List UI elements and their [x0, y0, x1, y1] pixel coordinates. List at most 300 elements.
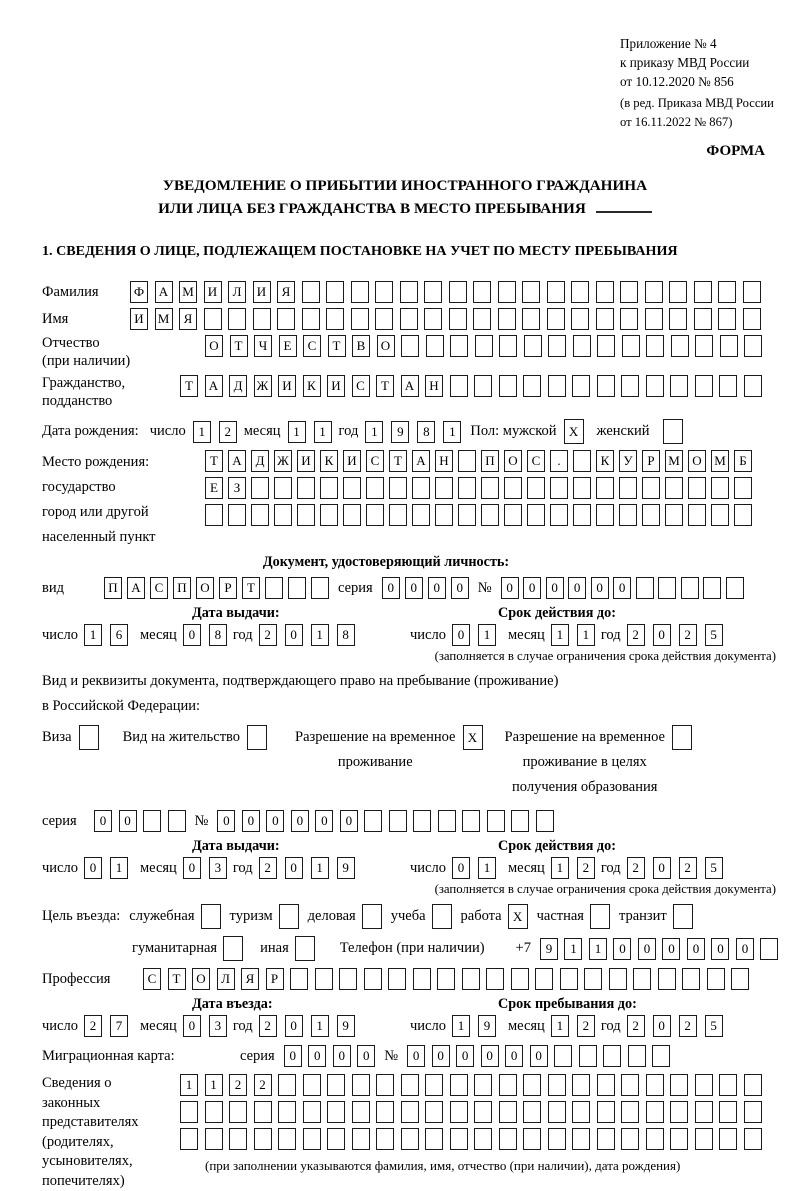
profession-cell[interactable]: С	[143, 968, 161, 990]
birth-place-cell[interactable]: П	[481, 450, 499, 472]
residence-valid-year-cell[interactable]: 2	[679, 857, 697, 879]
phone-digit-cell[interactable]: 1	[564, 938, 582, 960]
issue-year-cell[interactable]: 2	[259, 624, 277, 646]
birth-place-cell[interactable]	[412, 504, 430, 526]
guardian-cell[interactable]	[621, 1074, 639, 1096]
phone-digit-cell[interactable]	[760, 938, 778, 960]
patronymic-cell[interactable]	[622, 335, 640, 357]
birth-place-cell[interactable]: Т	[389, 450, 407, 472]
stay-year-cell[interactable]: 5	[705, 1015, 723, 1037]
residence-valid-year-cell[interactable]: 0	[653, 857, 671, 879]
given-name-cell[interactable]	[718, 308, 736, 330]
residence-issue-year-cell[interactable]: 1	[311, 857, 329, 879]
birth-place-cell[interactable]	[504, 477, 522, 499]
guardian-cell[interactable]	[744, 1074, 762, 1096]
birth-month-cell[interactable]: 1	[288, 421, 306, 443]
profession-cell[interactable]	[535, 968, 553, 990]
birth-place-cell[interactable]: А	[228, 450, 246, 472]
guardian-cell[interactable]	[744, 1101, 762, 1123]
profession-cell[interactable]	[560, 968, 578, 990]
patronymic-cell[interactable]: О	[205, 335, 223, 357]
birth-place-cell[interactable]	[481, 477, 499, 499]
birth-place-cell[interactable]	[527, 477, 545, 499]
surname-cell[interactable]: Я	[277, 281, 295, 303]
visa-checkbox[interactable]	[79, 725, 99, 750]
phone-digit-cell[interactable]: 0	[736, 938, 754, 960]
birth-place-cell[interactable]	[734, 477, 752, 499]
residence-series-cell[interactable]	[168, 810, 186, 832]
valid-year-cell[interactable]: 2	[679, 624, 697, 646]
guardian-cell[interactable]	[523, 1074, 541, 1096]
migration-number-cell[interactable]: 0	[456, 1045, 474, 1067]
residence-valid-month-cell[interactable]: 2	[577, 857, 595, 879]
patronymic-cell[interactable]	[671, 335, 689, 357]
residence-number-cell[interactable]: 0	[340, 810, 358, 832]
phone-digit-cell[interactable]: 9	[540, 938, 558, 960]
given-name-cell[interactable]	[449, 308, 467, 330]
surname-cell[interactable]	[375, 281, 393, 303]
citizenship-cell[interactable]	[572, 375, 590, 397]
purpose-official-checkbox[interactable]	[201, 904, 221, 929]
doc-series-cell[interactable]: 0	[382, 577, 400, 599]
residence-series-cell[interactable]: 0	[119, 810, 137, 832]
citizenship-cell[interactable]: А	[401, 375, 419, 397]
profession-cell[interactable]	[731, 968, 749, 990]
birth-place-cell[interactable]	[665, 477, 683, 499]
profession-cell[interactable]	[609, 968, 627, 990]
birth-place-cell[interactable]	[320, 477, 338, 499]
birth-place-cell[interactable]	[550, 477, 568, 499]
stay-month-cell[interactable]: 1	[551, 1015, 569, 1037]
guardian-cell[interactable]	[572, 1128, 590, 1150]
guardian-cell[interactable]	[450, 1128, 468, 1150]
guardian-cell[interactable]	[621, 1128, 639, 1150]
guardian-cell[interactable]	[425, 1101, 443, 1123]
residence-issue-year-cell[interactable]: 2	[259, 857, 277, 879]
entry-day-cell[interactable]: 7	[110, 1015, 128, 1037]
issue-month-cell[interactable]: 8	[209, 624, 227, 646]
profession-cell[interactable]	[511, 968, 529, 990]
purpose-study-checkbox[interactable]	[432, 904, 452, 929]
guardian-cell[interactable]	[401, 1074, 419, 1096]
guardian-cell[interactable]	[425, 1128, 443, 1150]
guardian-cell[interactable]	[523, 1101, 541, 1123]
patronymic-cell[interactable]	[475, 335, 493, 357]
doc-series-cell[interactable]: 0	[428, 577, 446, 599]
birth-place-cell[interactable]: Е	[205, 477, 223, 499]
entry-year-cell[interactable]: 9	[337, 1015, 355, 1037]
migration-number-cell[interactable]	[628, 1045, 646, 1067]
birth-place-cell[interactable]	[251, 504, 269, 526]
edu-residence-checkbox[interactable]	[672, 725, 692, 750]
residence-number-cell[interactable]: 0	[242, 810, 260, 832]
residence-valid-year-cell[interactable]: 2	[627, 857, 645, 879]
patronymic-cell[interactable]	[646, 335, 664, 357]
patronymic-cell[interactable]	[401, 335, 419, 357]
doc-number-cell[interactable]	[636, 577, 654, 599]
profession-cell[interactable]	[633, 968, 651, 990]
doc-kind-cell[interactable]: П	[173, 577, 191, 599]
guardian-cell[interactable]	[401, 1101, 419, 1123]
citizenship-cell[interactable]: Д	[229, 375, 247, 397]
purpose-tourism-checkbox[interactable]	[279, 904, 299, 929]
patronymic-cell[interactable]: О	[377, 335, 395, 357]
citizenship-cell[interactable]	[523, 375, 541, 397]
given-name-cell[interactable]	[302, 308, 320, 330]
phone-digit-cell[interactable]: 0	[638, 938, 656, 960]
birth-place-cell[interactable]: Н	[435, 450, 453, 472]
citizenship-cell[interactable]	[621, 375, 639, 397]
patronymic-cell[interactable]	[548, 335, 566, 357]
surname-cell[interactable]: М	[179, 281, 197, 303]
residence-number-cell[interactable]	[536, 810, 554, 832]
given-name-cell[interactable]	[694, 308, 712, 330]
surname-cell[interactable]	[522, 281, 540, 303]
entry-year-cell[interactable]: 1	[311, 1015, 329, 1037]
birth-place-cell[interactable]	[688, 504, 706, 526]
patronymic-cell[interactable]	[573, 335, 591, 357]
birth-year-cell[interactable]: 9	[391, 421, 409, 443]
given-name-cell[interactable]	[743, 308, 761, 330]
profession-cell[interactable]	[437, 968, 455, 990]
doc-series-cell[interactable]: 0	[405, 577, 423, 599]
guardian-cell[interactable]	[303, 1128, 321, 1150]
birth-place-cell[interactable]: И	[297, 450, 315, 472]
profession-cell[interactable]: Л	[217, 968, 235, 990]
purpose-private-checkbox[interactable]	[590, 904, 610, 929]
surname-cell[interactable]: Ф	[130, 281, 148, 303]
doc-number-cell[interactable]: 0	[501, 577, 519, 599]
doc-number-cell[interactable]: 0	[613, 577, 631, 599]
residence-valid-day-cell[interactable]: 0	[452, 857, 470, 879]
doc-kind-cell[interactable]: П	[104, 577, 122, 599]
stay-year-cell[interactable]: 2	[627, 1015, 645, 1037]
guardian-cell[interactable]	[499, 1128, 517, 1150]
issue-day-cell[interactable]: 6	[110, 624, 128, 646]
birth-place-cell[interactable]	[619, 504, 637, 526]
guardian-cell[interactable]	[229, 1101, 247, 1123]
citizenship-cell[interactable]: И	[278, 375, 296, 397]
stay-year-cell[interactable]: 2	[679, 1015, 697, 1037]
birth-place-cell[interactable]	[343, 477, 361, 499]
migration-number-cell[interactable]: 0	[407, 1045, 425, 1067]
patronymic-cell[interactable]: Т	[230, 335, 248, 357]
surname-cell[interactable]	[645, 281, 663, 303]
given-name-cell[interactable]: М	[155, 308, 173, 330]
surname-cell[interactable]	[302, 281, 320, 303]
valid-month-cell[interactable]: 1	[577, 624, 595, 646]
guardian-cell[interactable]	[180, 1128, 198, 1150]
surname-cell[interactable]	[571, 281, 589, 303]
profession-cell[interactable]	[707, 968, 725, 990]
birth-place-cell[interactable]	[596, 477, 614, 499]
guardian-cell[interactable]	[597, 1074, 615, 1096]
patronymic-cell[interactable]	[426, 335, 444, 357]
doc-series-cell[interactable]: 0	[451, 577, 469, 599]
citizenship-cell[interactable]	[499, 375, 517, 397]
residence-issue-month-cell[interactable]: 3	[209, 857, 227, 879]
citizenship-cell[interactable]: А	[205, 375, 223, 397]
migration-number-cell[interactable]	[603, 1045, 621, 1067]
guardian-cell[interactable]	[474, 1128, 492, 1150]
birth-place-cell[interactable]	[573, 504, 591, 526]
surname-cell[interactable]	[596, 281, 614, 303]
residence-issue-day-cell[interactable]: 0	[84, 857, 102, 879]
guardian-cell[interactable]	[180, 1101, 198, 1123]
valid-day-cell[interactable]: 0	[452, 624, 470, 646]
birth-place-cell[interactable]	[320, 504, 338, 526]
guardian-cell[interactable]	[376, 1128, 394, 1150]
birth-place-cell[interactable]	[366, 477, 384, 499]
temp-residence-checkbox[interactable]: X	[463, 725, 483, 750]
surname-cell[interactable]: И	[253, 281, 271, 303]
doc-number-cell[interactable]	[726, 577, 744, 599]
birth-place-cell[interactable]: Б	[734, 450, 752, 472]
doc-kind-cell[interactable]: Р	[219, 577, 237, 599]
doc-kind-cell[interactable]: С	[150, 577, 168, 599]
citizenship-cell[interactable]: Н	[425, 375, 443, 397]
surname-cell[interactable]	[326, 281, 344, 303]
guardian-cell[interactable]	[744, 1128, 762, 1150]
residence-valid-day-cell[interactable]: 1	[478, 857, 496, 879]
issue-year-cell[interactable]: 8	[337, 624, 355, 646]
purpose-humanitarian-checkbox[interactable]	[223, 936, 243, 961]
guardian-cell[interactable]	[572, 1101, 590, 1123]
guardian-cell[interactable]	[499, 1101, 517, 1123]
stay-day-cell[interactable]: 9	[478, 1015, 496, 1037]
migration-number-cell[interactable]: 0	[481, 1045, 499, 1067]
given-name-cell[interactable]	[522, 308, 540, 330]
birth-place-cell[interactable]	[734, 504, 752, 526]
surname-cell[interactable]	[547, 281, 565, 303]
guardian-cell[interactable]	[278, 1101, 296, 1123]
residence-issue-year-cell[interactable]: 0	[285, 857, 303, 879]
doc-number-cell[interactable]: 0	[568, 577, 586, 599]
birth-place-cell[interactable]	[435, 504, 453, 526]
guardian-cell[interactable]	[254, 1101, 272, 1123]
residence-valid-year-cell[interactable]: 5	[705, 857, 723, 879]
citizenship-cell[interactable]	[474, 375, 492, 397]
doc-kind-cell[interactable]	[288, 577, 306, 599]
residence-number-cell[interactable]: 0	[315, 810, 333, 832]
issue-year-cell[interactable]: 1	[311, 624, 329, 646]
guardian-cell[interactable]	[646, 1101, 664, 1123]
migration-series-cell[interactable]: 0	[333, 1045, 351, 1067]
guardian-cell[interactable]	[646, 1074, 664, 1096]
migration-number-cell[interactable]: 0	[530, 1045, 548, 1067]
valid-year-cell[interactable]: 0	[653, 624, 671, 646]
citizenship-cell[interactable]: Т	[376, 375, 394, 397]
birth-place-cell[interactable]: К	[596, 450, 614, 472]
profession-cell[interactable]: Р	[266, 968, 284, 990]
patronymic-cell[interactable]: В	[352, 335, 370, 357]
guardian-cell[interactable]	[376, 1101, 394, 1123]
birth-place-cell[interactable]	[297, 504, 315, 526]
surname-cell[interactable]	[498, 281, 516, 303]
guardian-cell[interactable]: 2	[254, 1074, 272, 1096]
guardian-cell[interactable]	[327, 1074, 345, 1096]
stay-month-cell[interactable]: 2	[577, 1015, 595, 1037]
birth-place-cell[interactable]	[274, 477, 292, 499]
birth-place-cell[interactable]: М	[711, 450, 729, 472]
surname-cell[interactable]	[449, 281, 467, 303]
birth-place-cell[interactable]	[596, 504, 614, 526]
citizenship-cell[interactable]: Ж	[254, 375, 272, 397]
birth-place-cell[interactable]: И	[343, 450, 361, 472]
residence-issue-day-cell[interactable]: 1	[110, 857, 128, 879]
female-checkbox[interactable]	[663, 419, 683, 444]
residence-valid-month-cell[interactable]: 1	[551, 857, 569, 879]
patronymic-cell[interactable]	[524, 335, 542, 357]
birth-place-cell[interactable]	[412, 477, 430, 499]
profession-cell[interactable]	[315, 968, 333, 990]
given-name-cell[interactable]	[277, 308, 295, 330]
guardian-cell[interactable]	[327, 1101, 345, 1123]
guardian-cell[interactable]: 1	[180, 1074, 198, 1096]
doc-kind-cell[interactable]: А	[127, 577, 145, 599]
profession-cell[interactable]	[658, 968, 676, 990]
residence-number-cell[interactable]	[511, 810, 529, 832]
doc-number-cell[interactable]	[703, 577, 721, 599]
birth-place-cell[interactable]: .	[550, 450, 568, 472]
valid-year-cell[interactable]: 2	[627, 624, 645, 646]
guardian-cell[interactable]	[303, 1074, 321, 1096]
surname-cell[interactable]: А	[155, 281, 173, 303]
guardian-cell[interactable]	[229, 1128, 247, 1150]
birth-place-cell[interactable]	[389, 504, 407, 526]
residence-number-cell[interactable]	[462, 810, 480, 832]
guardian-cell[interactable]	[327, 1128, 345, 1150]
guardian-cell[interactable]	[205, 1101, 223, 1123]
guardian-cell[interactable]	[572, 1074, 590, 1096]
residence-number-cell[interactable]	[438, 810, 456, 832]
given-name-cell[interactable]	[375, 308, 393, 330]
citizenship-cell[interactable]: И	[327, 375, 345, 397]
given-name-cell[interactable]	[645, 308, 663, 330]
guardian-cell[interactable]: 1	[205, 1074, 223, 1096]
birth-place-cell[interactable]: З	[228, 477, 246, 499]
birth-month-cell[interactable]: 1	[314, 421, 332, 443]
migration-number-cell[interactable]	[554, 1045, 572, 1067]
guardian-cell[interactable]	[352, 1074, 370, 1096]
patronymic-cell[interactable]: Ч	[254, 335, 272, 357]
issue-year-cell[interactable]: 0	[285, 624, 303, 646]
surname-cell[interactable]	[351, 281, 369, 303]
doc-kind-cell[interactable]: Т	[242, 577, 260, 599]
birth-place-cell[interactable]	[343, 504, 361, 526]
guardian-cell[interactable]	[597, 1128, 615, 1150]
birth-place-cell[interactable]	[665, 504, 683, 526]
birth-place-cell[interactable]	[228, 504, 246, 526]
doc-number-cell[interactable]	[658, 577, 676, 599]
given-name-cell[interactable]	[620, 308, 638, 330]
given-name-cell[interactable]	[204, 308, 222, 330]
phone-digit-cell[interactable]: 0	[687, 938, 705, 960]
profession-cell[interactable]: Т	[168, 968, 186, 990]
guardian-cell[interactable]	[352, 1101, 370, 1123]
given-name-cell[interactable]: И	[130, 308, 148, 330]
migration-series-cell[interactable]: 0	[284, 1045, 302, 1067]
guardian-cell[interactable]	[474, 1101, 492, 1123]
residence-issue-month-cell[interactable]: 0	[183, 857, 201, 879]
profession-cell[interactable]	[364, 968, 382, 990]
birth-place-cell[interactable]: О	[504, 450, 522, 472]
doc-kind-cell[interactable]: О	[196, 577, 214, 599]
profession-cell[interactable]	[413, 968, 431, 990]
surname-cell[interactable]	[400, 281, 418, 303]
guardian-cell[interactable]	[548, 1128, 566, 1150]
birth-place-cell[interactable]: О	[688, 450, 706, 472]
residence-number-cell[interactable]	[364, 810, 382, 832]
entry-day-cell[interactable]: 2	[84, 1015, 102, 1037]
patronymic-cell[interactable]: Т	[328, 335, 346, 357]
citizenship-cell[interactable]	[744, 375, 762, 397]
given-name-cell[interactable]	[571, 308, 589, 330]
birth-year-cell[interactable]: 1	[365, 421, 383, 443]
surname-cell[interactable]	[620, 281, 638, 303]
guardian-cell[interactable]	[719, 1074, 737, 1096]
given-name-cell[interactable]	[473, 308, 491, 330]
guardian-cell[interactable]	[352, 1128, 370, 1150]
profession-cell[interactable]	[290, 968, 308, 990]
guardian-cell[interactable]	[646, 1128, 664, 1150]
birth-place-cell[interactable]	[642, 504, 660, 526]
given-name-cell[interactable]	[669, 308, 687, 330]
guardian-cell[interactable]	[523, 1128, 541, 1150]
given-name-cell[interactable]	[351, 308, 369, 330]
birth-day-cell[interactable]: 1	[193, 421, 211, 443]
birth-place-cell[interactable]	[458, 477, 476, 499]
purpose-work-checkbox[interactable]: X	[508, 904, 528, 929]
given-name-cell[interactable]: Я	[179, 308, 197, 330]
citizenship-cell[interactable]	[597, 375, 615, 397]
migration-series-cell[interactable]: 0	[308, 1045, 326, 1067]
guardian-cell[interactable]	[254, 1128, 272, 1150]
given-name-cell[interactable]	[498, 308, 516, 330]
birth-place-cell[interactable]	[274, 504, 292, 526]
guardian-cell[interactable]	[278, 1074, 296, 1096]
issue-day-cell[interactable]: 1	[84, 624, 102, 646]
profession-cell[interactable]: Я	[241, 968, 259, 990]
guardian-cell[interactable]	[548, 1101, 566, 1123]
profession-cell[interactable]	[486, 968, 504, 990]
valid-day-cell[interactable]: 1	[478, 624, 496, 646]
guardian-cell[interactable]	[597, 1101, 615, 1123]
migration-number-cell[interactable]: 0	[432, 1045, 450, 1067]
birth-place-cell[interactable]	[458, 504, 476, 526]
surname-cell[interactable]	[473, 281, 491, 303]
citizenship-cell[interactable]	[695, 375, 713, 397]
migration-number-cell[interactable]: 0	[505, 1045, 523, 1067]
patronymic-cell[interactable]	[695, 335, 713, 357]
phone-digit-cell[interactable]: 0	[613, 938, 631, 960]
patronymic-cell[interactable]	[744, 335, 762, 357]
guardian-cell[interactable]	[450, 1074, 468, 1096]
entry-year-cell[interactable]: 2	[259, 1015, 277, 1037]
migration-number-cell[interactable]	[652, 1045, 670, 1067]
purpose-other-checkbox[interactable]	[295, 936, 315, 961]
birth-place-cell[interactable]	[573, 477, 591, 499]
male-checkbox[interactable]: X	[564, 419, 584, 444]
residence-number-cell[interactable]: 0	[217, 810, 235, 832]
birth-place-cell[interactable]: С	[366, 450, 384, 472]
residence-series-cell[interactable]	[143, 810, 161, 832]
surname-cell[interactable]	[424, 281, 442, 303]
given-name-cell[interactable]	[400, 308, 418, 330]
birth-place-cell[interactable]	[711, 477, 729, 499]
birth-place-cell[interactable]	[550, 504, 568, 526]
residence-series-cell[interactable]: 0	[94, 810, 112, 832]
